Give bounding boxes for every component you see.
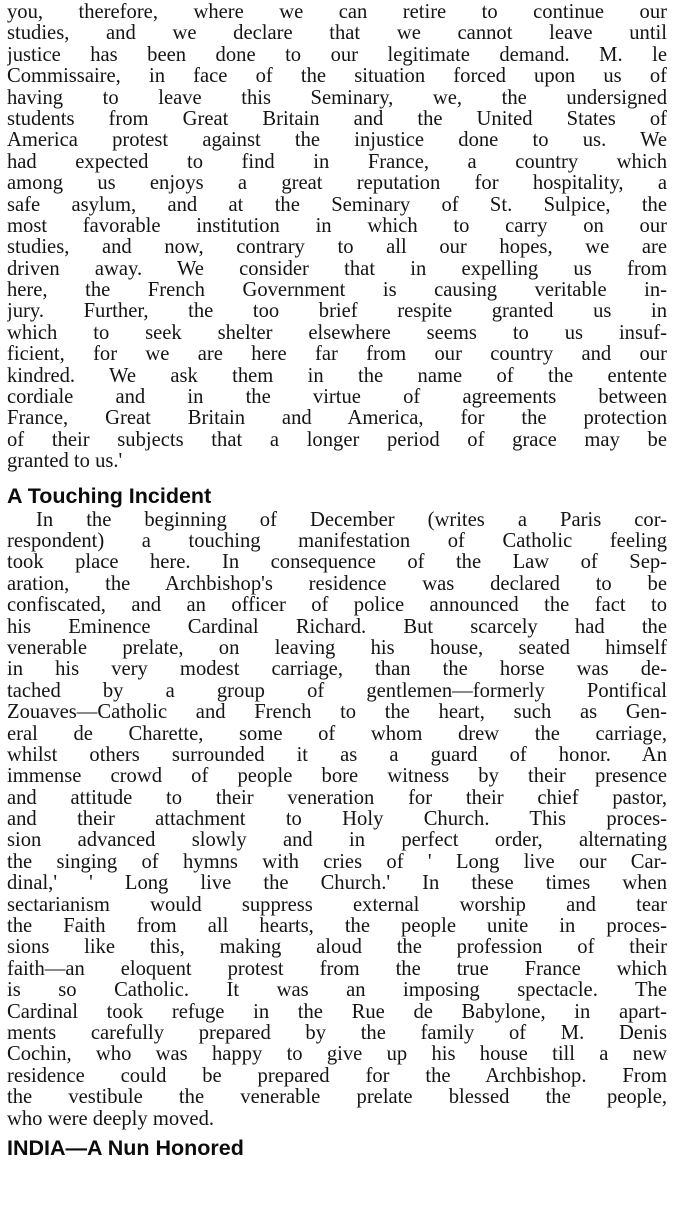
text-line: who were deeply moved. <box>7 1108 215 1130</box>
text-line: Zouaves—Catholic and French to the heart, such as Gen- <box>7 702 667 724</box>
text-line: had expected to find in France, a country which <box>7 151 667 173</box>
text-line: respondent) a touching manifestation of Catholic feeling <box>7 530 667 552</box>
text-line: studies, and we declare that we cannot leave until <box>7 23 667 45</box>
text-line: America protest against the injustice done to us. We <box>7 130 667 152</box>
text-line: justice has been done to our legitimate demand. M. le <box>7 44 667 66</box>
text-line: venerable prelate, on leaving his house, seated himself <box>7 637 667 659</box>
newspaper-page <box>7 2 667 1162</box>
text-line: which to seek shelter elsewhere seems to us insuf- <box>7 322 667 344</box>
text-line: tached by a group of gentlemen—formerly Pontifical <box>7 680 667 702</box>
section-heading: A Touching Incident <box>7 483 212 508</box>
text-line: ments carefully prepared by the family of M. Denis <box>7 1022 667 1044</box>
text-line: ficient, for we are here far from our country and our <box>7 344 667 366</box>
text-line: here, the French Government is causing veritable in- <box>7 280 667 302</box>
text-line: having to leave this Seminary, we, the undersigned <box>7 87 667 109</box>
text-line: took place here. In consequence of the Law of Sep- <box>7 552 667 574</box>
text-line: is so Catholic. It was an imposing spectacle. The <box>7 980 667 1002</box>
text-line: residence could be prepared for the Archbishop. From <box>7 1065 667 1087</box>
text-line: Commissaire, in face of the situation forced upon us of <box>7 66 667 88</box>
text-line: the singing of hymns with cries of ' Long live our Car- <box>7 851 667 873</box>
text-line: the vestibule the venerable prelate blessed the people, <box>7 1087 667 1109</box>
text-line: and their attachment to Holy Church. This proces- <box>7 809 667 831</box>
text-line: sectarianism would suppress external worship and tear <box>7 894 667 916</box>
text-line: driven away. We consider that in expelling us from <box>7 258 667 280</box>
text-line: among us enjoys a great reputation for hospitality, a <box>7 173 667 195</box>
section-paragraph <box>7 510 667 1130</box>
text-line: and attitude to their veneration for their chief pastor, <box>7 787 667 809</box>
text-line: most favorable institution in which to carry on our <box>7 215 667 237</box>
text-line: faith—an eloquent protest from the true France which <box>7 958 667 980</box>
text-line: confiscated, and an officer of police announced the fact to <box>7 595 667 617</box>
text-line: Cochin, who was happy to give up his house till a new <box>7 1044 667 1066</box>
text-line: immense crowd of people bore witness by their presence <box>7 766 667 788</box>
text-line: in his very modest carriage, than the horse was de- <box>7 659 667 681</box>
text-line: In the beginning of December (writes a Paris cor- <box>36 509 667 531</box>
text-line: of their subjects that a longer period of grace may be <box>7 429 667 451</box>
text-line: whilst others surrounded it as a guard of honor. An <box>7 744 667 766</box>
text-line: his Eminence Cardinal Richard. But scarcely had the <box>7 616 667 638</box>
text-line: granted to us.' <box>7 451 123 473</box>
text-line: jury. Further, the too brief respite granted us in <box>7 301 667 323</box>
next-section-heading: INDIA—A Nun Honored <box>7 1135 244 1160</box>
text-line: safe asylum, and at the Seminary of St. Sulpice, the <box>7 194 667 216</box>
text-line: aration, the Archbishop's residence was declared to be <box>7 573 667 595</box>
text-line: cordiale and in the virtue of agreements between <box>7 387 667 409</box>
text-line: France, Great Britain and America, for the protection <box>7 408 667 430</box>
text-line: studies, and now, contrary to all our hopes, we are <box>7 237 667 259</box>
text-line: sion advanced slowly and in perfect order, alternating <box>7 830 667 852</box>
text-line: you, therefore, where we can retire to continue our <box>7 2 667 23</box>
continued-paragraph <box>7 2 667 473</box>
text-line: dinal,' ' Long live the Church.' In these times when <box>7 873 667 895</box>
text-line: the Faith from all hearts, the people unite in proces- <box>7 916 667 938</box>
text-line: kindred. We ask them in the name of the entente <box>7 365 667 387</box>
text-line: Cardinal took refuge in the Rue de Babylone, in apart- <box>7 1001 667 1023</box>
text-line: sions like this, making aloud the profession of their <box>7 937 667 959</box>
text-line: students from Great Britain and the United States of <box>7 108 667 130</box>
text-line: eral de Charette, some of whom drew the carriage, <box>7 723 667 745</box>
